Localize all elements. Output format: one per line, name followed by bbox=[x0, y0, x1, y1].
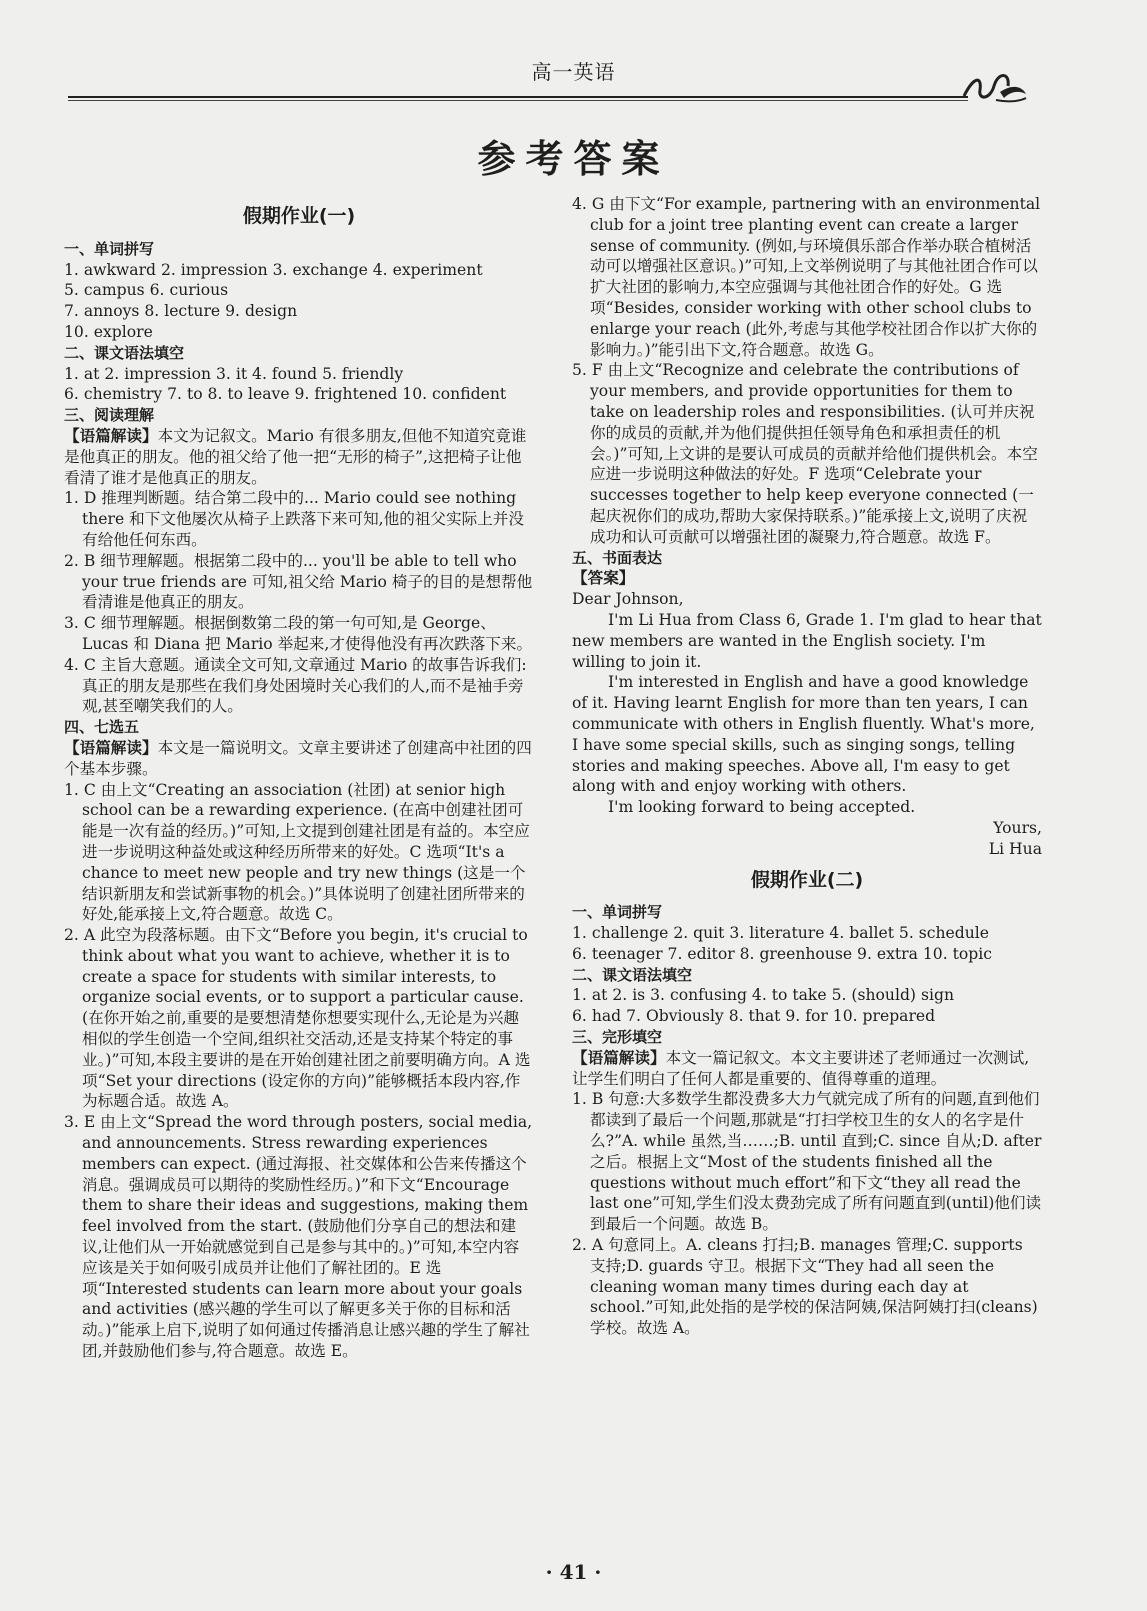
page-title: 参考答案 bbox=[477, 137, 670, 181]
answer-line: 7. annoys 8. lecture 9. design bbox=[64, 302, 298, 321]
left-column bbox=[64, 196, 534, 1362]
answer-line: 6. teenager 7. editor 8. greenhouse 9. extra 10. topic bbox=[572, 944, 992, 963]
letter-paragraph: I'm interested in English and have a good knowledge of it. Having learnt English for more than ten years, I can communicate with others in English fluently. What's more, I have some special skills, such as singing songs, telling stories and making speeches. Above all, I'm easy to get along with and enjoy working with others. bbox=[572, 673, 1035, 796]
swirl-ornament-icon bbox=[960, 66, 1030, 106]
answer-line: 1. awkward 2. impression 3. exchange 4. experiment bbox=[64, 260, 483, 279]
answer-line: 6. chemistry 7. to 8. to leave 9. frightened 10. confident bbox=[64, 385, 507, 404]
letter-signature: Li Hua bbox=[988, 839, 1042, 858]
explanation: 2. B 细节理解题。根据第二段中的... you'll be able to tell who your true friends are 可知,祖父给 Mario 椅子的目的是想帮他看清谁是他真正的朋友。 bbox=[64, 551, 533, 612]
answer-line: 10. explore bbox=[64, 322, 153, 341]
passage-note bbox=[572, 1048, 1042, 1090]
answer-line: 1. challenge 2. quit 3. literature 4. ballet 5. schedule bbox=[572, 924, 990, 943]
explanation: 4. G 由下文“For example, partnering with an environmental club for a joint tree planting event can create a larger sense of community. (例如,与环境俱乐部合作举办联合植树活动可以增强社区意识。)”可知,上文举例说明了与其他社团合作可以扩大社团的影响力,本空应强调与其他社团合作的好处。G 选项“Besides, consider working with other school clubs to enlarge your reach (此外,考虑与其他学校社团合作以扩大你的影响力。)”能引出下文,符合题意。故选 G。 bbox=[572, 195, 1041, 359]
intro-text: 本文为记叙文。Mario 有很多朋友,但他不知道究竟谁是他真正的朋友。他的祖父给了他一把“无形的椅子”,这把椅子让他看清了谁才是他真正的朋友。 bbox=[64, 426, 527, 487]
answer-line: 6. had 7. Obviously 8. that 9. for 10. prepared bbox=[572, 1007, 936, 1026]
section-heading: 四、七选五 bbox=[64, 718, 140, 737]
header-rule-thin bbox=[68, 100, 968, 101]
section-title: 假期作业(一) bbox=[242, 205, 356, 227]
answer-line: 5. campus 6. curious bbox=[64, 281, 229, 300]
passage-note bbox=[64, 426, 534, 488]
answer-line: 1. at 2. impression 3. it 4. found 5. friendly bbox=[64, 364, 404, 383]
passage-note bbox=[64, 738, 534, 780]
section-heading: 二、课文语法填空 bbox=[572, 965, 693, 984]
section-heading: 五、书面表达 bbox=[572, 548, 663, 567]
intro-text: 本文一篇记叙文。本文主要讲述了老师通过一次测试,让学生们明白了任何人都是重要的、值得尊重的道理。 bbox=[572, 1048, 1030, 1088]
section-heading: 二、课文语法填空 bbox=[64, 343, 185, 362]
label: 【语篇解读】 bbox=[64, 738, 158, 757]
letter-paragraph: I'm Li Hua from Class 6, Grade 1. I'm glad to hear that new members are wanted in the English society. I'm willing to join it. bbox=[572, 610, 1042, 671]
section-heading: 三、阅读理解 bbox=[64, 406, 155, 425]
page-number: · 41 · bbox=[545, 1560, 602, 1584]
explanation: 5. F 由上文“Recognize and celebrate the contributions of your members, and provide opportunities for them to take on leadership roles and responsibilities. (认可并庆祝你的成员的贡献,并为他们提供担任领导角色和承担责任的机会。)”可知,上文讲的是要认可成员的贡献并给他们提供机会。本空应进一步说明这种做法的好处。F 选项“Celebrate your successes together to help keep everyone connected (一起庆祝你们的成功,帮助大家保持联系。)”能承接上文,说明了庆祝成功和认可贡献可以增强社团的凝聚力,符合题意。故选 F。 bbox=[572, 361, 1038, 546]
explanation: 3. E 由上文“Spread the word through posters, social media, and announcements. Stress rewarding experiences members can expect. (通过海报、社交媒体和公告来传播这个消息。强调成员可以期待的奖励性经历。)”和下文“Encourage them to share their ideas and suggestions, making them feel involved from the start. (鼓励他们分享自己的想法和建议,让他们从一开始就感觉到自己是参与其中的。)”可知,本空内容应该是关于如何吸引成员并让他们了解社团的。E 选项“Interested students can learn more about your goals and activities (感兴趣的学生可以了解更多关于你的目标和活动。)”能承上启下,说明了如何通过传播消息让感兴趣的学生了解社团,并鼓励他们参与,符合题意。故选 E。 bbox=[64, 1113, 533, 1361]
explanation: 4. C 主旨大意题。通读全文可知,文章通过 Mario 的故事告诉我们:真正的朋友是那些在我们身处困境时关心我们的人,而不是袖手旁观,甚至嘲笑我们的人。 bbox=[64, 655, 527, 716]
right-column bbox=[572, 194, 1042, 1339]
intro-text: 本文是一篇说明文。文章主要讲述了创建高中社团的四个基本步骤。 bbox=[64, 738, 532, 778]
label: 【语篇解读】 bbox=[64, 426, 158, 445]
header-rule bbox=[68, 96, 968, 98]
letter-paragraph: I'm looking forward to being accepted. bbox=[608, 798, 916, 817]
letter-salutation: Dear Johnson, bbox=[572, 590, 684, 609]
header-title: 高一英语 bbox=[531, 60, 616, 84]
explanation: 2. A 此空为段落标题。由下文“Before you begin, it's crucial to think about what you want to achieve, whether it is to create a space for students with similar interests, to organize social events, or to support a particular cause. (在你开始之前,重要的是要想清楚你想要实现什么,无论是为兴趣相似的学生创造一个空间,组织社交活动,还是支持某个特定的事业。)”可知,本段主要讲的是在开始创建社团之前要明确方向。A 选项“Set your directions (设定你的方向)”能够概括本段内容,作为标题合适。故选 A。 bbox=[64, 926, 531, 1111]
explanation: 2. A 句意同上。A. cleans 打扫;B. manages 管理;C. supports 支持;D. guards 守卫。根据下文“They had all seen the cleaning woman many times during each day at school.”可知,此处指的是学校的保洁阿姨,保洁阿姨打扫(cleans)学校。故选 A。 bbox=[572, 1236, 1038, 1338]
section-title: 假期作业(二) bbox=[750, 868, 864, 891]
section-heading: 三、完形填空 bbox=[572, 1028, 663, 1047]
explanation: 1. D 推理判断题。结合第二段中的... Mario could see nothing there 和下文他屡次从椅子上跌落下来可知,他的祖父实际上并没有给他任何东西。 bbox=[64, 489, 524, 549]
answer-line: 1. at 2. is 3. confusing 4. to take 5. (should) sign bbox=[572, 986, 954, 1005]
explanation: 3. C 细节理解题。根据倒数第二段的第一句可知,是 George、Lucas 和 Diana 把 Mario 举起来,才使得他没有再次跌落下来。 bbox=[64, 614, 533, 653]
label: 【答案】 bbox=[572, 569, 635, 588]
explanation: 1. B 句意:大多数学生都没费多大力气就完成了所有的问题,直到他们都读到了最后一个问题,那就是“打扫学校卫生的女人的名字是什么?”A. while 虽然,当……;B. until 直到;C. since 自从;D. after 之后。根据上文“Most of the students finished all the questions without much effort”和下文“they all read the last one”可知,学生们没太费劲完成了所有问题直到(until)他们读到最后一个问题。故选 B。 bbox=[572, 1090, 1042, 1234]
section-heading: 一、单词拼写 bbox=[572, 903, 663, 922]
section-heading: 一、单词拼写 bbox=[64, 239, 155, 258]
explanation: 1. C 由上文“Creating an association (社团) at senior high school can be a rewarding experience. (在高中创建社团可能是一次有益的经历。)”可知,上文提到创建社团是有益的。本空应进一步说明这种益处或这种经历所带来的好处。C 选项“It's a chance to meet new people and try new things (这是一个结识新朋友和尝试新事物的机会。)”具体说明了创建社团所带来的好处,能承接上文,符合题意。故选 C。 bbox=[64, 780, 530, 924]
letter-closing: Yours, bbox=[993, 818, 1042, 837]
label: 【语篇解读】 bbox=[572, 1048, 666, 1067]
